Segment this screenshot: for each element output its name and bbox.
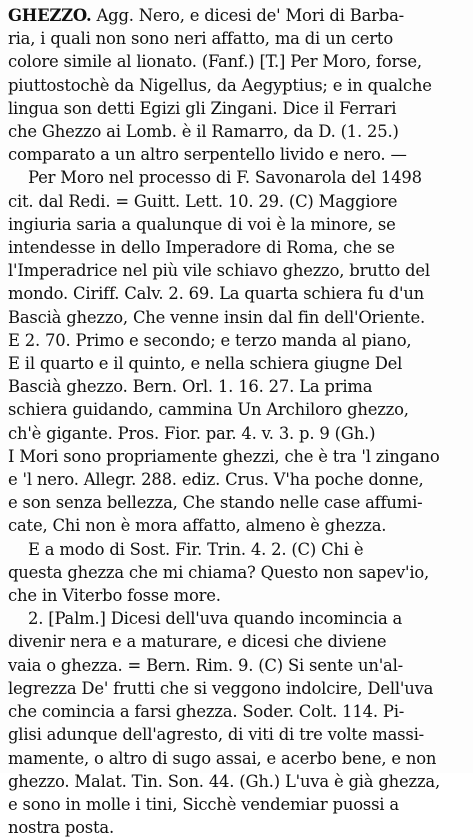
entry-line: intendesse in dello Imperadore di Roma, che se: [8, 238, 395, 258]
entry-line: che in Viterbo fosse more.: [8, 586, 221, 606]
entry-line: [8, 4, 463, 27]
entry-line: vaia o ghezza. = Bern. Rim. 9. (C) Si sente un'al-: [8, 655, 403, 675]
entry-line: legrezza De' frutti che si veggono indolcire, Dell'uva: [8, 678, 434, 698]
entry-line-text: Agg. Nero, e dicesi de' Mori di Barba-: [91, 6, 404, 25]
entry-line: e sono in molle i tini, Sicchè vendemiar puossi a: [8, 794, 399, 814]
entry-line: cit. dal Redi. = Guitt. Lett. 10. 29. (C) Maggiore: [8, 191, 398, 211]
entry-line: divenir nera e a maturare, e dicesi che diviene: [8, 632, 387, 652]
entry-line: Bascià ghezzo. Bern. Orl. 1. 16. 27. La prima: [8, 377, 373, 397]
entry-line: glisi adunque dell'agresto, di viti di tre volte massi-: [8, 725, 424, 745]
entry-line: mamente, o altro di sugo assai, e acerbo bene, e non: [8, 748, 437, 768]
headword: GHEZZO.: [8, 6, 92, 25]
entry-line: Bascià ghezzo, Che venne insin dal fin dell'Oriente.: [8, 307, 425, 327]
entry-line: I Mori sono propriamente ghezzi, che è tra 'l zingano: [8, 446, 440, 466]
entry-line: e son senza bellezza, Che stando nelle case affumi-: [8, 493, 423, 513]
entry-line: nostra posta.: [8, 818, 114, 838]
entry-line: ch'è gigante. Pros. Fior. par. 4. v. 3. p. 9 (Gh.): [8, 423, 376, 443]
entry-line: comparato a un altro serpentello livido e nero. —: [8, 145, 407, 165]
entry-line: E a modo di Sost. Fir. Trin. 4. 2. (C) Chi è: [28, 539, 364, 559]
entry-section-1: [8, 4, 463, 607]
entry-section-2: [8, 607, 463, 839]
entry-line: piuttostochè da Nigellus, da Aegyptius; e in qualche: [8, 75, 432, 95]
entry-line: questa ghezza che mi chiama? Questo non sapev'io,: [8, 562, 430, 582]
entry-line: E il quarto e il quinto, e nella schiera giugne Del: [8, 354, 403, 374]
entry-line: ghezzo. Malat. Tin. Son. 44. (Gh.) L'uva è già ghezza,: [8, 771, 440, 791]
entry-line: e 'l nero. Allegr. 288. ediz. Crus. V'ha poche donne,: [8, 470, 424, 490]
entry-line: 2. [Palm.] Dicesi dell'uva quando incomincia a: [28, 609, 403, 629]
entry-line: ingiuria saria a qualunque di voi è la minore, se: [8, 214, 396, 234]
entry-line: che Ghezzo ai Lomb. è il Ramarro, da D. (1. 25.): [8, 122, 399, 142]
entry-line: ria, i quali non sono neri affatto, ma di un certo: [8, 29, 393, 49]
entry-line: l'Imperadrice nel più vile schiavo ghezzo, brutto del: [8, 261, 430, 281]
entry-line: mondo. Ciriff. Calv. 2. 69. La quarta schiera fu d'un: [8, 284, 425, 304]
entry-line: lingua son detti Egizi gli Zingani. Dice il Ferrari: [8, 98, 397, 118]
entry-line: E 2. 70. Primo e secondo; e terzo manda al piano,: [8, 330, 412, 350]
entry-line: Per Moro nel processo di F. Savonarola del 1498: [28, 168, 422, 188]
entry-line: che comincia a farsi ghezza. Soder. Colt. 114. Pi-: [8, 702, 405, 722]
entry-line: cate, Chi non è mora affatto, almeno è ghezza.: [8, 516, 387, 536]
entry-line: colore simile al lionato. (Fanf.) [T.] Per Moro, forse,: [8, 52, 422, 72]
entry-line: schiera guidando, cammina Un Archiloro ghezzo,: [8, 400, 409, 420]
